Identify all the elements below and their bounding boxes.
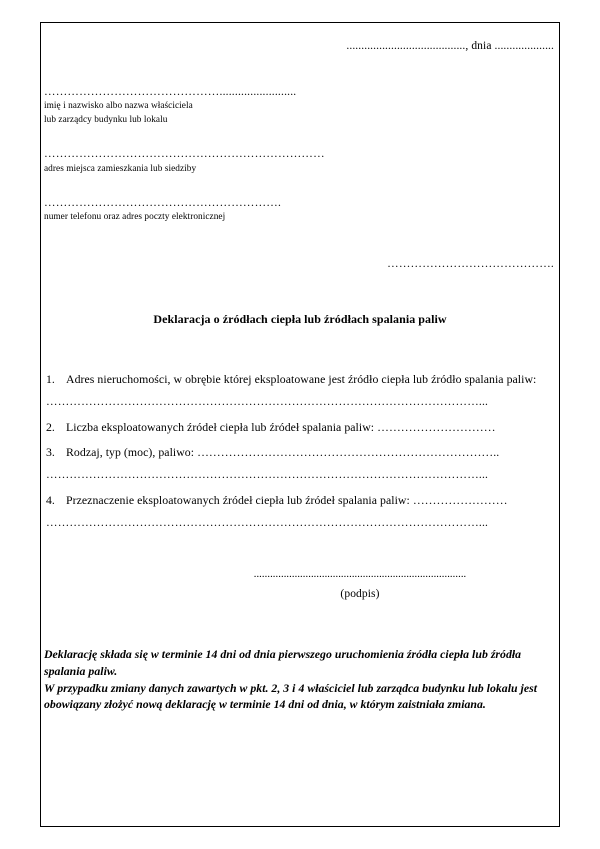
item-3-fill-line[interactable]: …………………………………………………………………………………………………... [46, 469, 489, 482]
signature-label: (podpis) [340, 588, 380, 601]
contact-dots[interactable]: ……………………………………………………. [44, 197, 282, 210]
list-item [44, 444, 558, 461]
contact-caption: numer telefonu oraz adres poczty elektronicznej [44, 212, 226, 223]
footnote-line-2: W przypadku zmiany danych zawartych w pkt. 2, 3 i 4 właściciel lub zarządca budynku lub lokalu jest obowiązany złożyć nową deklarację w terminie 14 dni od dnia, w którym zaistniała zmiana. [44, 680, 538, 712]
document-title: Deklaracja o źródłach ciepła lub źródłach spalania paliw [153, 311, 447, 326]
owner-name-dots[interactable]: ………………………………………......................... [44, 86, 297, 98]
contact-field [42, 197, 558, 224]
item-1-fill-line[interactable]: …………………………………………………………………………………………………... [46, 395, 489, 408]
owner-name-caption-line-1: imię i nazwisko albo nazwa właściciela [44, 101, 193, 112]
declaration-items [42, 371, 558, 531]
signature-block [42, 569, 558, 600]
item-1-text: Adres nieruchomości, w obrębie której eksploatowane jest źródło ciepła lub źródło spalania paliw: [66, 371, 537, 386]
address-caption: adres miejsca zamieszkania lub siedziby [44, 163, 197, 174]
place-and-date-line: ........................................, dnia .................... [346, 40, 554, 52]
address-field [42, 148, 558, 175]
item-1-number: 1. [46, 371, 55, 386]
item-4-number: 4. [46, 493, 55, 507]
owner-name-caption-line-2: lub zarządcy budynku lub lokalu [44, 114, 168, 125]
list-item [44, 371, 558, 388]
item-2-number: 2. [46, 419, 55, 434]
address-dots[interactable]: ……………………………………………………………… [44, 148, 325, 161]
item-3-number: 3. [46, 444, 55, 459]
list-item [44, 492, 558, 509]
signature-dots[interactable]: .............................................................................. [253, 569, 467, 581]
owner-name-field [42, 86, 558, 126]
addressee-dots[interactable]: ……………………………………. [387, 257, 554, 270]
item-3-text[interactable]: Rodzaj, typ (moc), paliwo: ………………………………………………………………….. [66, 444, 500, 459]
footnote-block [42, 646, 558, 713]
item-2-text[interactable]: Liczba eksploatowanych źródeł ciepła lub źródeł spalania paliw: ………………………… [66, 419, 496, 434]
list-item [44, 419, 558, 436]
document-content [42, 24, 558, 825]
item-4-fill-line[interactable]: …………………………………………………………………………………………………... [46, 517, 489, 530]
footnote-line-1: Deklarację składa się w terminie 14 dni od dnia pierwszego uruchomienia źródła ciepła lub źródła spalania paliw. [44, 647, 522, 678]
item-4-text[interactable]: Przeznaczenie eksploatowanych źródeł ciepła lub źródeł spalania paliw: …………………… [66, 493, 508, 507]
